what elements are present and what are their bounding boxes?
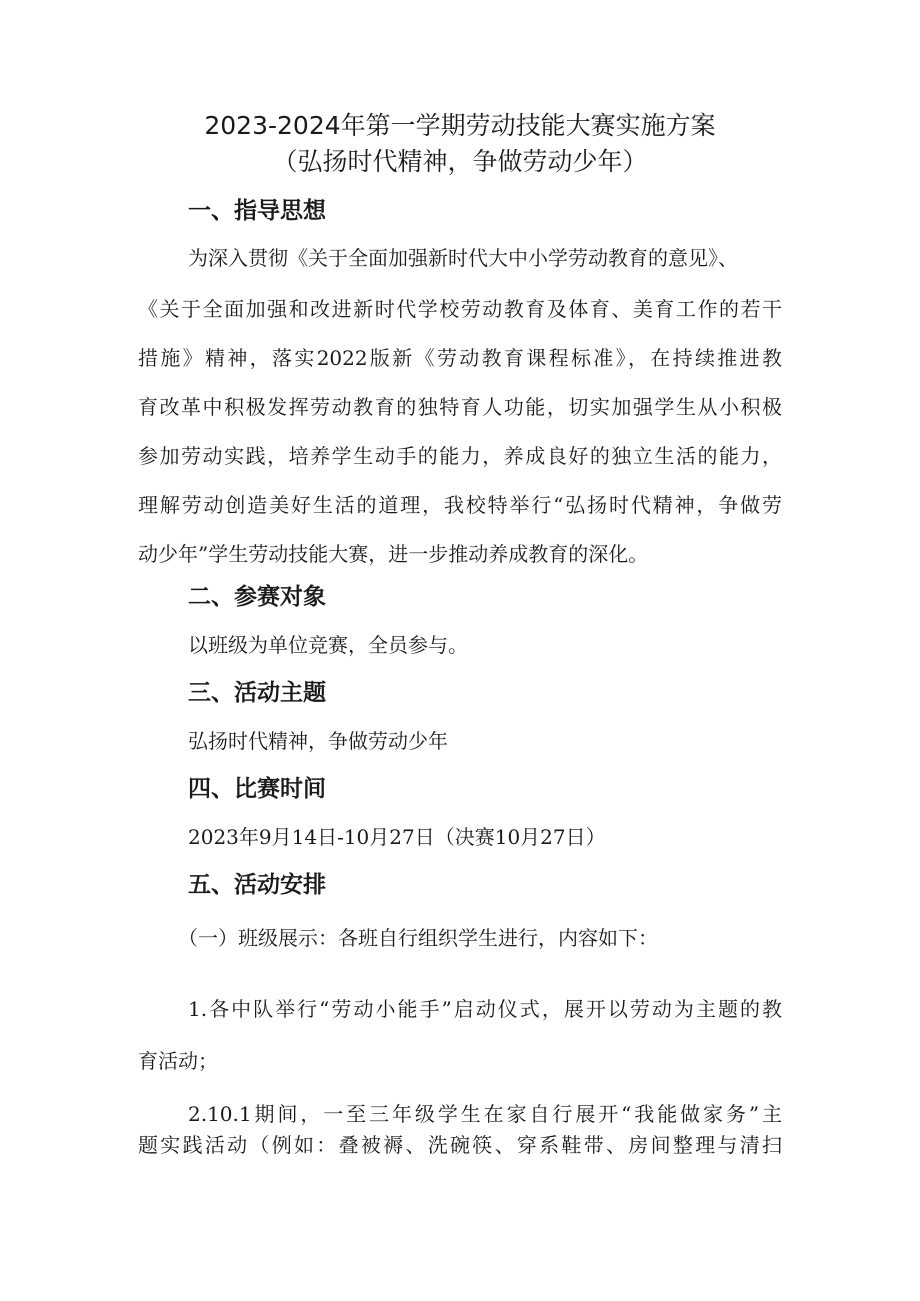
section-heading-time: 四、比赛时间 xyxy=(188,776,326,802)
list-item-line: 2.10.1期间，一至三年级学生在家自行展开“我能做家务”主 xyxy=(188,1102,782,1126)
paragraph-line: 动少年”学生劳动技能大赛，进一步推动养成教育的深化。 xyxy=(138,542,649,566)
section-text: 弘扬时代精神，争做劳动少年 xyxy=(188,729,448,753)
paragraph-line: 理解劳动创造美好生活的道理，我校特举行“弘扬时代精神，争做劳 xyxy=(138,493,782,517)
section-text: 以班级为单位竞赛，全员参与。 xyxy=(188,633,468,657)
section-heading-theme: 三、活动主题 xyxy=(188,680,326,706)
paragraph-line: 为深入贯彻《关于全面加强新时代大中小学劳动教育的意见》、 xyxy=(188,246,738,270)
subsection-heading: （一）班级展示：各班自行组织学生进行，内容如下： xyxy=(178,926,658,950)
paragraph-line: 《关于全面加强和改进新时代学校劳动教育及体育、美育工作的若干 xyxy=(138,297,782,321)
list-item-line: 题实践活动（例如：叠被褥、洗碗筷、穿系鞋带、房间整理与清扫 xyxy=(138,1133,782,1157)
list-item-line: 育活动； xyxy=(138,1049,218,1073)
document-title: 2023-2024年第一学期劳动技能大赛实施方案 xyxy=(204,111,716,140)
section-heading-guiding-ideology: 一、指导思想 xyxy=(188,198,326,224)
list-item-line: 1.各中队举行“劳动小能手”启动仪式，展开以劳动为主题的教 xyxy=(188,997,782,1021)
paragraph-line: 参加劳动实践，培养学生动手的能力，养成良好的独立生活的能力， xyxy=(138,444,782,468)
paragraph-line: 育改革中积极发挥劳动教育的独特育人功能，切实加强学生从小积极 xyxy=(138,395,782,419)
document-subtitle: （弘扬时代精神，争做劳动少年） xyxy=(272,147,648,176)
paragraph-line: 措施》精神，落实2022版新《劳动教育课程标准》，在持续推进教 xyxy=(138,346,782,370)
section-heading-participants: 二、参赛对象 xyxy=(188,584,326,610)
section-text: 2023年9月14日-10月27日（决赛10月27日） xyxy=(188,825,606,849)
section-heading-arrangement: 五、活动安排 xyxy=(188,872,326,898)
